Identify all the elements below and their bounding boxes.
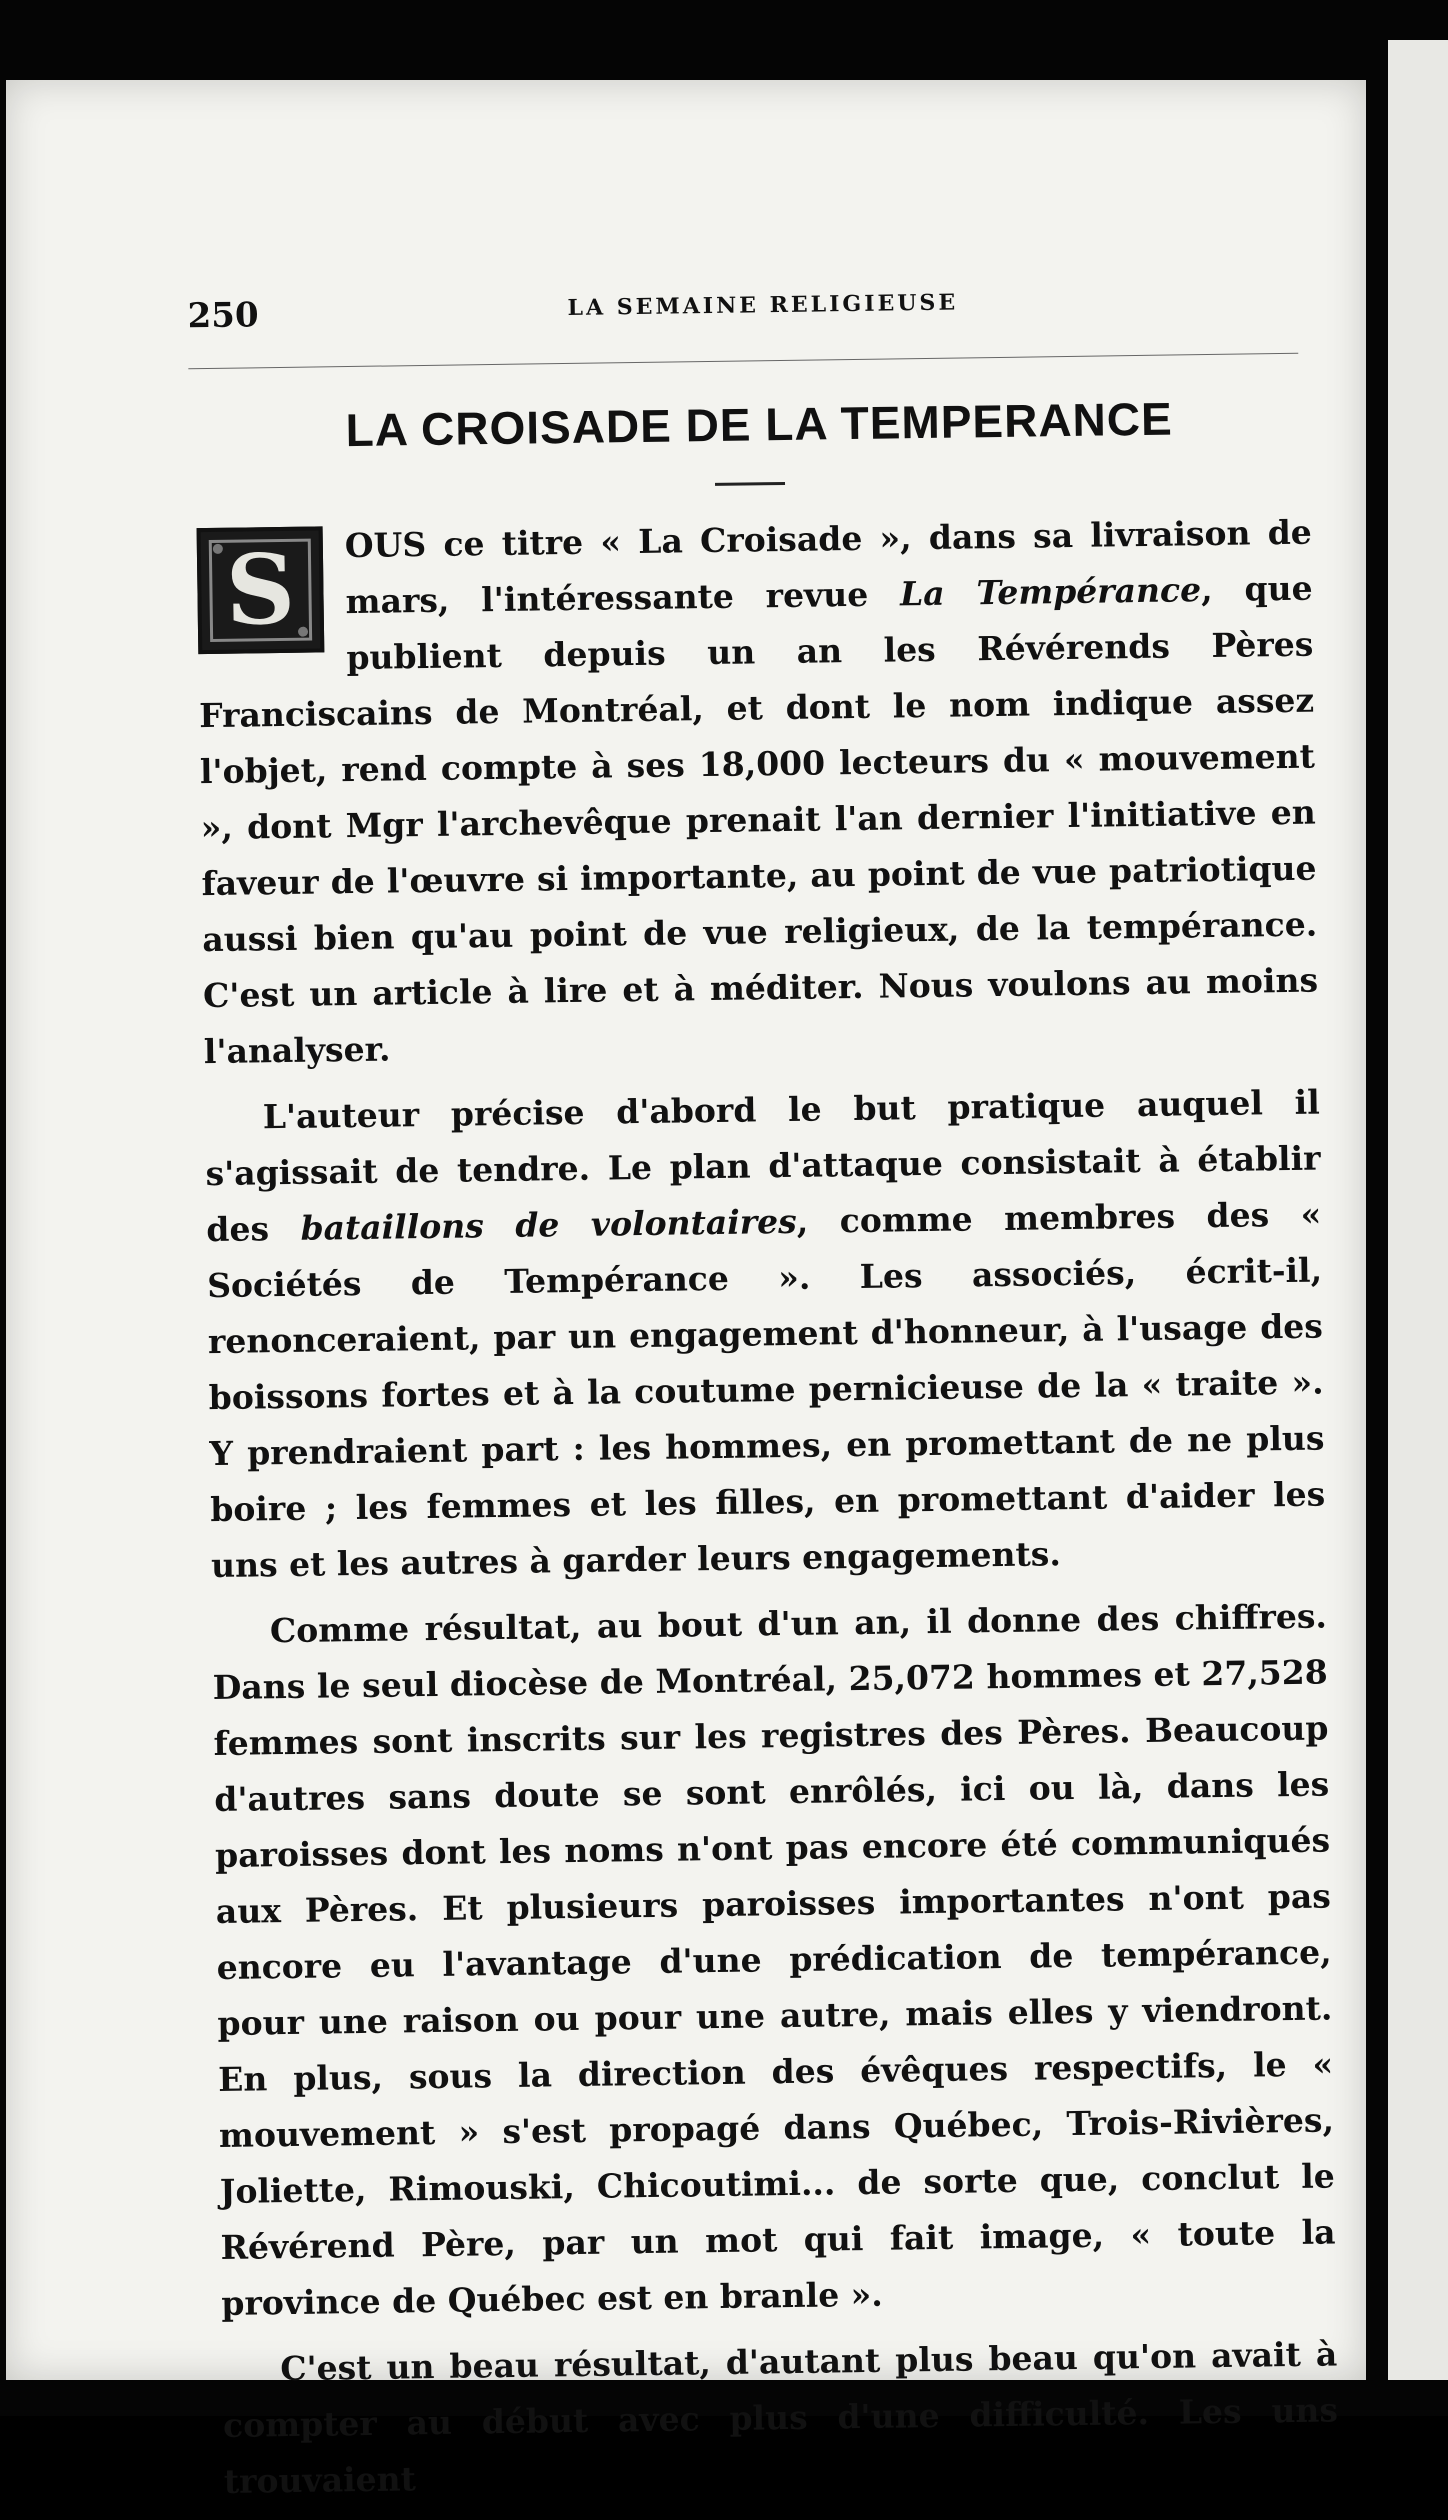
paragraph-1-rest: , que publient depuis un an les Révérends Pères Franciscains de Montréal, et dont le nom indique assez l'objet, rend compte à ses 18,000 lecteurs du « mouvement », dont Mgr l'archevêque prenait l'an dernier l'initiative en faveur de l'œuvre si importante, au point de vue patriotique aussi bien qu'au point de vue religieux, de la tempérance. C'est un article à lire et à méditer. Nous voulons au moins l'analyser. [198,568,1319,1072]
page-content [187,185,1339,2501]
drop-cap-letter: S [224,532,296,647]
article-title: LA CROISADE DE LA TEMPERANCE [345,392,1174,457]
paragraph-2 [204,1075,1326,1595]
title-rule [715,482,785,486]
ornament-dot [213,544,223,554]
ornamental-drop-cap [197,526,325,654]
paragraph-1 [196,505,1319,1081]
article-body [196,505,1339,2520]
ornament-dot [298,627,308,637]
adjacent-page-edge [1388,40,1448,2380]
paragraph-2-lead: L'auteur précise d'abord le but pratique auquel il s'agissait de tendre. Le plan d'attaque consistait à établir des [205,1082,1321,1250]
page-number: 250 [187,295,259,337]
book-page [6,80,1366,2501]
running-head-title: LA SEMAINE RELIGIEUSE [567,289,959,321]
paragraph-4: C'est un beau résultat, d'autant plus beau qu'on avait à compter au début avec plus d'une difficulté. Les uns trouvaient [222,2334,1339,2501]
paragraph-1-italic: La Tempérance [899,570,1202,614]
paragraph-1-lead: OUS ce titre « La Croisade », dans sa livraison de mars, l'intéressante revue [344,512,1313,622]
drop-cap-frame [209,532,312,647]
paragraph-3: Comme résultat, au bout d'un an, il donne des chiffres. Dans le seul diocèse de Montréal, 25,072 hommes et 27,528 femmes sont inscrits sur les registres des Pères. Beaucoup d'autres sans doute se sont enrôlés, ici ou là, dans les paroisses dont les noms n'ont pas encore été communiqués aux Pères. Et plusieurs paroisses importantes n'ont pas encore eu l'avantage d'une prédication de tempérance, pour une raison ou pour une autre, mais elles y viendront. En plus, sous la direction des évêques respectifs, le « mouvement » s'est propagé dans Québec, Trois-Rivières, Joliette, Rimouski, Chicoutimi... de sorte que, conclut le Révérend Père, par un mot qui fait image, « toute la province de Québec est en branle ». [212,1596,1336,2323]
paragraph-2-rest: , comme membres des « Sociétés de Tempérance ». Les associés, écrit-il, renonceraient, par un engagement d'honneur, à l'usage des boissons fortes et à la coutume pernicieuse de la « traite ». Y prendraient part : les hommes, en promettant de ne plus boire ; les femmes et les filles, en promettant d'aider les uns et les autres à garder leurs engagements. [206,1194,1326,1586]
header-rule [188,353,1298,369]
paragraph-2-italic: bataillons de volontaires [300,1201,797,1248]
